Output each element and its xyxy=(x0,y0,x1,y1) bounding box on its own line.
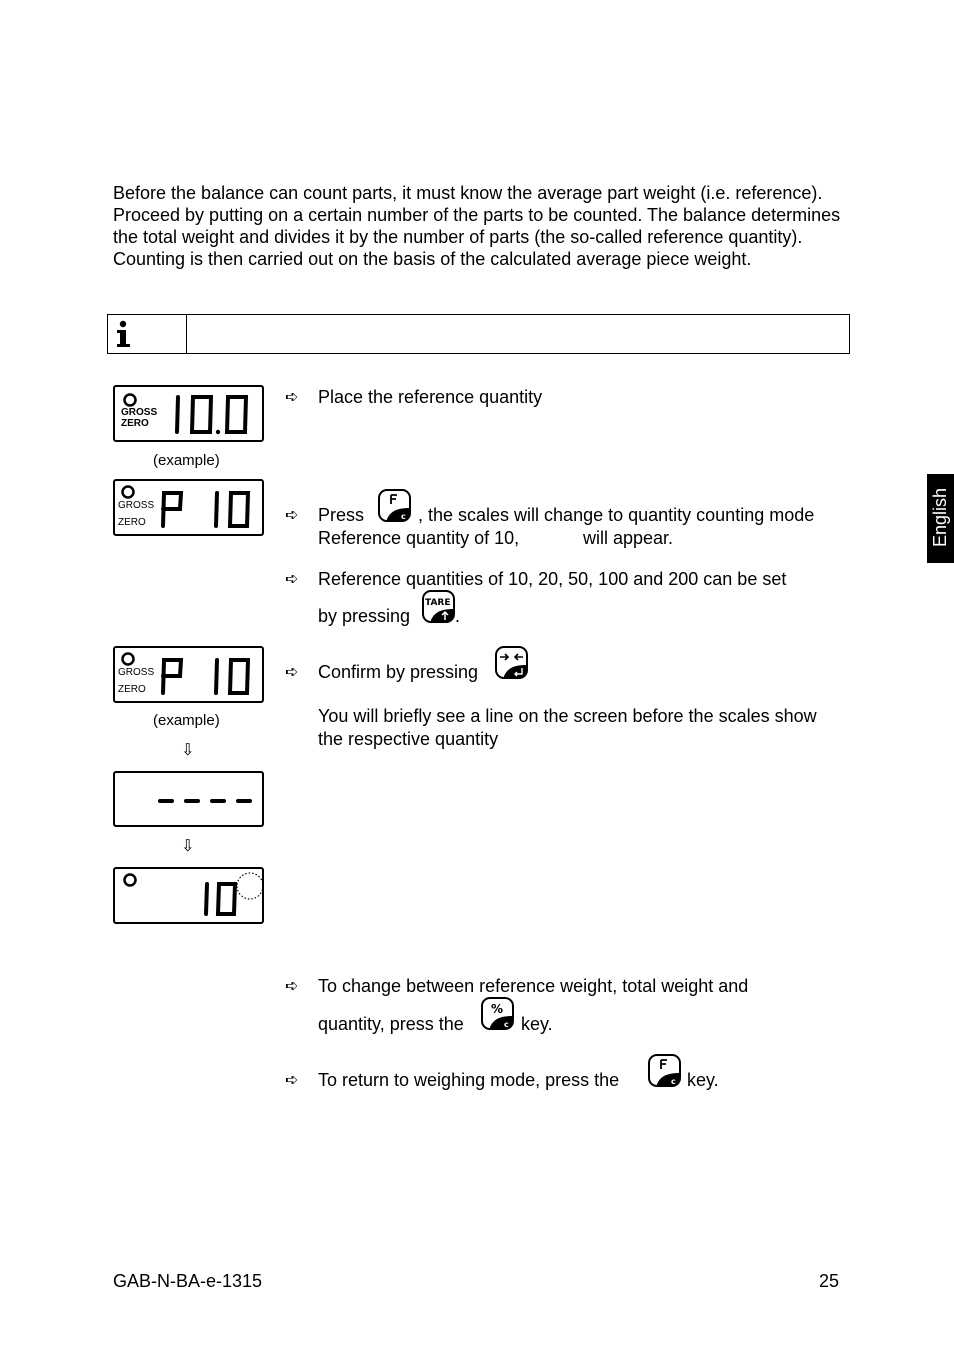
step-arrow: ➪ xyxy=(285,978,299,995)
step-arrow: ➪ xyxy=(285,389,299,406)
language-side-tab xyxy=(927,474,954,563)
display-dashes xyxy=(113,771,264,827)
f-key-icon xyxy=(377,488,413,524)
display-p10-confirm xyxy=(113,646,264,703)
footer-doc-id: GAB-N-BA-e-1315 xyxy=(113,1271,263,1291)
svg-text:c: c xyxy=(671,1077,676,1086)
step-will-appear: will appear. xyxy=(583,528,674,548)
step-quantity-press: quantity, press the xyxy=(318,1014,464,1034)
zero-label: ZERO xyxy=(121,418,149,429)
down-arrow-2: ⇩ xyxy=(181,838,195,855)
svg-text:c: c xyxy=(401,512,406,521)
tare-key-icon xyxy=(421,589,457,625)
display-reference-weight xyxy=(113,385,264,442)
svg-text:TARE: TARE xyxy=(425,598,451,608)
zero-label: ZERO xyxy=(118,684,146,695)
f-key-icon xyxy=(647,1053,683,1089)
step-change-mode: , the scales will change to quantity counting mode xyxy=(418,505,815,525)
svg-text:%: % xyxy=(491,1002,504,1016)
step-reference-options: Reference quantities of 10, 20, 50, 100 and 200 can be set xyxy=(318,569,787,589)
step-arrow: ➪ xyxy=(285,571,299,588)
gross-label: GROSS xyxy=(121,407,158,418)
step-line-note: You will briefly see a line on the screen before the scales show the respective quantity xyxy=(318,706,817,749)
step-return-weighing: To return to weighing mode, press the xyxy=(318,1070,620,1090)
step-period: . xyxy=(455,606,461,626)
svg-text:c: c xyxy=(504,1020,509,1029)
info-box xyxy=(107,314,850,354)
info-box-divider xyxy=(186,315,187,353)
step-press-f-label: Press xyxy=(318,505,365,525)
step-by-pressing: by pressing xyxy=(318,606,411,626)
zero-label: ZERO xyxy=(118,517,146,528)
info-i-icon xyxy=(116,319,132,349)
caption-example-2: (example) xyxy=(153,712,220,729)
step-arrow: ➪ xyxy=(285,664,299,681)
step-arrow: ➪ xyxy=(285,1072,299,1089)
step-key-label: key. xyxy=(687,1070,719,1090)
intro-paragraph: Before the balance can count parts, it must know the average part weight (i.e. reference). Proceed by putting on a certain number of the parts to be counted. The balance determines the total weight and divides it by the number of parts (the so-called reference quantity). Counting is then carried out on the basis of the calculated average piece weight. xyxy=(113,183,841,269)
step-arrow: ➪ xyxy=(285,507,299,524)
step-key-label: key. xyxy=(521,1014,553,1034)
gross-label: GROSS xyxy=(118,667,155,678)
down-arrow-1: ⇩ xyxy=(181,742,195,759)
gross-label: GROSS xyxy=(118,500,155,511)
caption-example-1: (example) xyxy=(153,452,220,469)
display-p10 xyxy=(113,479,264,536)
step-change-between: To change between reference weight, total weight and xyxy=(318,976,749,996)
step-place-reference: Place the reference quantity xyxy=(318,387,543,407)
footer-page-number: 25 xyxy=(819,1271,840,1291)
language-label: English xyxy=(930,487,950,548)
confirm-key-icon xyxy=(494,645,530,681)
step-confirm-label: Confirm by pressing xyxy=(318,662,479,682)
percent-key-icon xyxy=(480,996,516,1032)
step-reference-quantity: Reference quantity of 10, xyxy=(318,528,520,548)
display-quantity xyxy=(113,867,264,924)
